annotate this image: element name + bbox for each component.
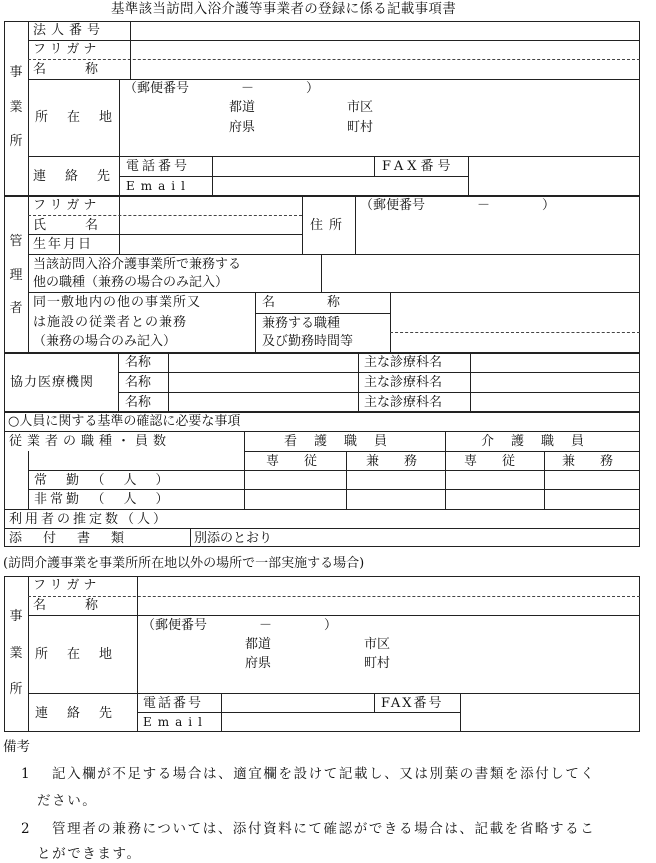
nurse-header: 看 護 職 員 — [284, 434, 390, 449]
care-dual-fulltime[interactable] — [546, 472, 638, 488]
care-header: 介 護 職 員 — [481, 434, 587, 449]
office-furigana-field[interactable] — [132, 42, 637, 57]
fulltime-label: 常 勤 （ 人 ） — [34, 473, 172, 488]
office-fax-field[interactable] — [470, 158, 637, 174]
attach-value: 別添のとおり — [194, 531, 273, 546]
office-contact-label: 連 絡 先 — [33, 169, 114, 184]
manager-name-field[interactable] — [121, 217, 300, 233]
medical-name-field-3[interactable] — [170, 394, 356, 410]
office-email-field[interactable] — [214, 178, 466, 194]
parttime-label: 非常勤 （ 人 ） — [34, 492, 172, 507]
staff-heading: ○人員に関する基準の確認に必要な事項 — [8, 414, 241, 429]
other-facility-duty-field[interactable] — [392, 334, 637, 351]
nurse-full-fulltime[interactable] — [246, 472, 344, 488]
corp-no-label: 法人番号 — [33, 23, 106, 38]
corp-no-field[interactable] — [132, 23, 637, 38]
notes-heading: 備考 — [3, 739, 30, 755]
manager-furigana-field[interactable] — [121, 198, 300, 214]
manager-side-label: 管 理 者 — [9, 234, 23, 316]
other-facility-name-field[interactable] — [392, 294, 637, 330]
branch-fax-field[interactable] — [462, 695, 637, 711]
office-side-label: 事 業 所 — [9, 65, 23, 149]
medical-name-field-1[interactable] — [170, 355, 356, 371]
manager-name-label: 氏 名 — [33, 218, 99, 233]
office-email-label: Email — [126, 179, 191, 193]
users-label: 利用者の推定数（人） — [9, 512, 170, 527]
attach-label: 添 付 書 類 — [9, 531, 129, 546]
branch-side-label: 事 業 所 — [9, 609, 23, 697]
branch-postal[interactable]: （郵便番号 － ） — [142, 618, 338, 633]
manager-postal[interactable]: （郵便番号 － ） — [360, 198, 556, 213]
branch-heading: (訪問介護事業を事業所所在地以外の場所で一部実施する場合) — [3, 556, 365, 571]
staff-type-count: 従業者の職種・員数 — [9, 434, 172, 449]
manager-birth-label: 生年月日 — [33, 237, 94, 252]
branch-furigana-field[interactable] — [139, 578, 637, 594]
medical-label: 協力医療機関 — [10, 375, 95, 390]
office-name-label: 名 称 — [33, 62, 99, 77]
manager-furigana-label: フリガナ — [33, 198, 101, 213]
manager-address-label: 住所 — [310, 218, 349, 233]
branch-name-field[interactable] — [139, 598, 637, 614]
office-phone-label: 電話番号 — [126, 159, 191, 174]
office-fax-label: FAX番号 — [382, 159, 455, 174]
care-full-fulltime[interactable] — [447, 472, 542, 488]
office-postal[interactable]: （郵便番号 － ） — [124, 81, 320, 96]
office-address-label: 所 在 地 — [35, 110, 116, 125]
branch-phone-field[interactable] — [223, 695, 372, 711]
branch-email-field[interactable] — [223, 714, 458, 730]
office-name-field[interactable] — [132, 61, 637, 77]
office-furigana-label: フリガナ — [33, 42, 101, 57]
page-title: 基準該当訪問入浴介護等事業者の登録に係る記載事項書 — [111, 1, 456, 17]
office-phone-field[interactable] — [214, 158, 372, 174]
manager-birth-field[interactable] — [121, 236, 300, 252]
users-field[interactable] — [246, 511, 638, 527]
nurse-dual-fulltime[interactable] — [348, 472, 443, 488]
manager-concurrent-field[interactable] — [323, 256, 637, 290]
medical-name-field-2[interactable] — [170, 374, 356, 390]
